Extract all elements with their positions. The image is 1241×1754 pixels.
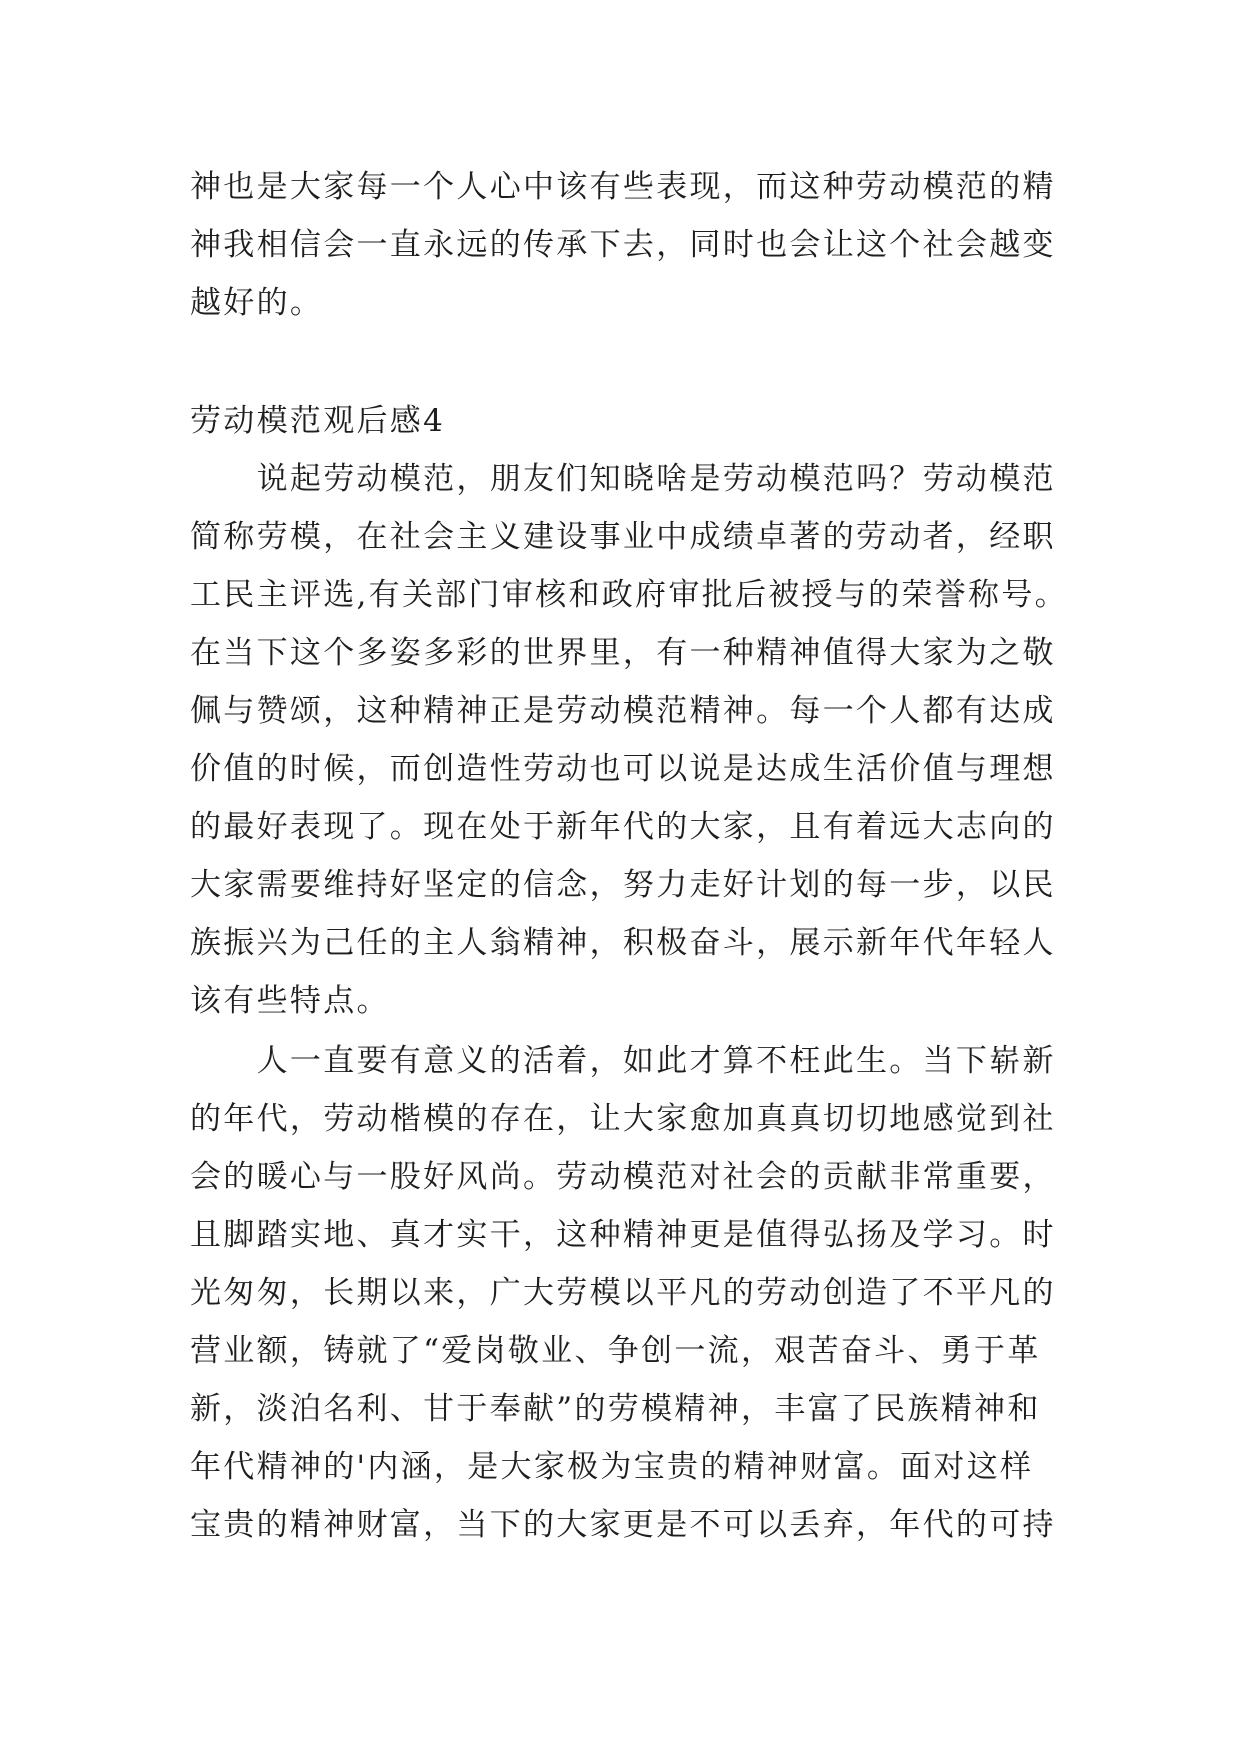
paragraph-2: [190, 1032, 1070, 1554]
text-line: 价值的时候，而创造性劳动也可以说是达成生活价值与理想: [190, 751, 1056, 787]
intro-paragraph: [190, 158, 1070, 332]
text-line: 光匆匆，长期以来，广大劳模以平凡的劳动创造了不平凡的: [190, 1275, 1056, 1311]
text-line: 在当下这个多姿多彩的世界里，有一种精神值得大家为之敬: [190, 635, 1056, 671]
text-line: 大家需要维持好坚定的信念，努力走好计划的每一步，以民: [190, 867, 1056, 903]
text-line: 越好的。: [190, 285, 324, 321]
text-line: 简称劳模，在社会主义建设事业中成绩卓著的劳动者，经职: [190, 519, 1056, 555]
text-line: 新，淡泊名利、甘于奉献”的劳模精神，丰富了民族精神和: [190, 1391, 1041, 1427]
text-line: 宝贵的精神财富，当下的大家更是不可以丢弃，年代的可持: [190, 1507, 1056, 1543]
text-line: 人一直要有意义的活着，如此才算不枉此生。当下崭新: [190, 1043, 1056, 1079]
text-line: 工民主评选,有关部门审核和政府审批后被授与的荣誉称号。: [190, 577, 1068, 613]
text-line: 的年代，劳动楷模的存在，让大家愈加真真切切地感觉到社: [190, 1101, 1056, 1137]
text-line: 营业额，铸就了“爱岗敬业、争创一流，艰苦奋斗、勇于革: [190, 1333, 1041, 1369]
paragraph-1: [190, 450, 1070, 1030]
text-line: 神我相信会一直永远的传承下去，同时也会让这个社会越变: [190, 227, 1056, 263]
text-line: 佩与赞颂，这种精神正是劳动模范精神。每一个人都有达成: [190, 693, 1056, 729]
text-line: 的最好表现了。现在处于新年代的大家，且有着远大志向的: [190, 809, 1056, 845]
text-line: 说起劳动模范，朋友们知晓啥是劳动模范吗？劳动模范: [190, 461, 1056, 497]
text-line: 神也是大家每一个人心中该有些表现，而这种劳动模范的精: [190, 169, 1056, 205]
section-title: 劳动模范观后感4: [190, 403, 446, 439]
text-line: 族振兴为己任的主人翁精神，积极奋斗，展示新年代年轻人: [190, 925, 1056, 961]
text-line: 且脚踏实地、真才实干，这种精神更是值得弘扬及学习。时: [190, 1217, 1056, 1253]
section-heading: [190, 392, 1070, 450]
text-line: 该有些特点。: [190, 983, 390, 1019]
text-line: 年代精神的'内涵，是大家极为宝贵的精神财富。面对这样: [190, 1449, 1034, 1485]
text-line: 会的暖心与一股好风尚。劳动模范对社会的贡献非常重要，: [190, 1159, 1056, 1195]
